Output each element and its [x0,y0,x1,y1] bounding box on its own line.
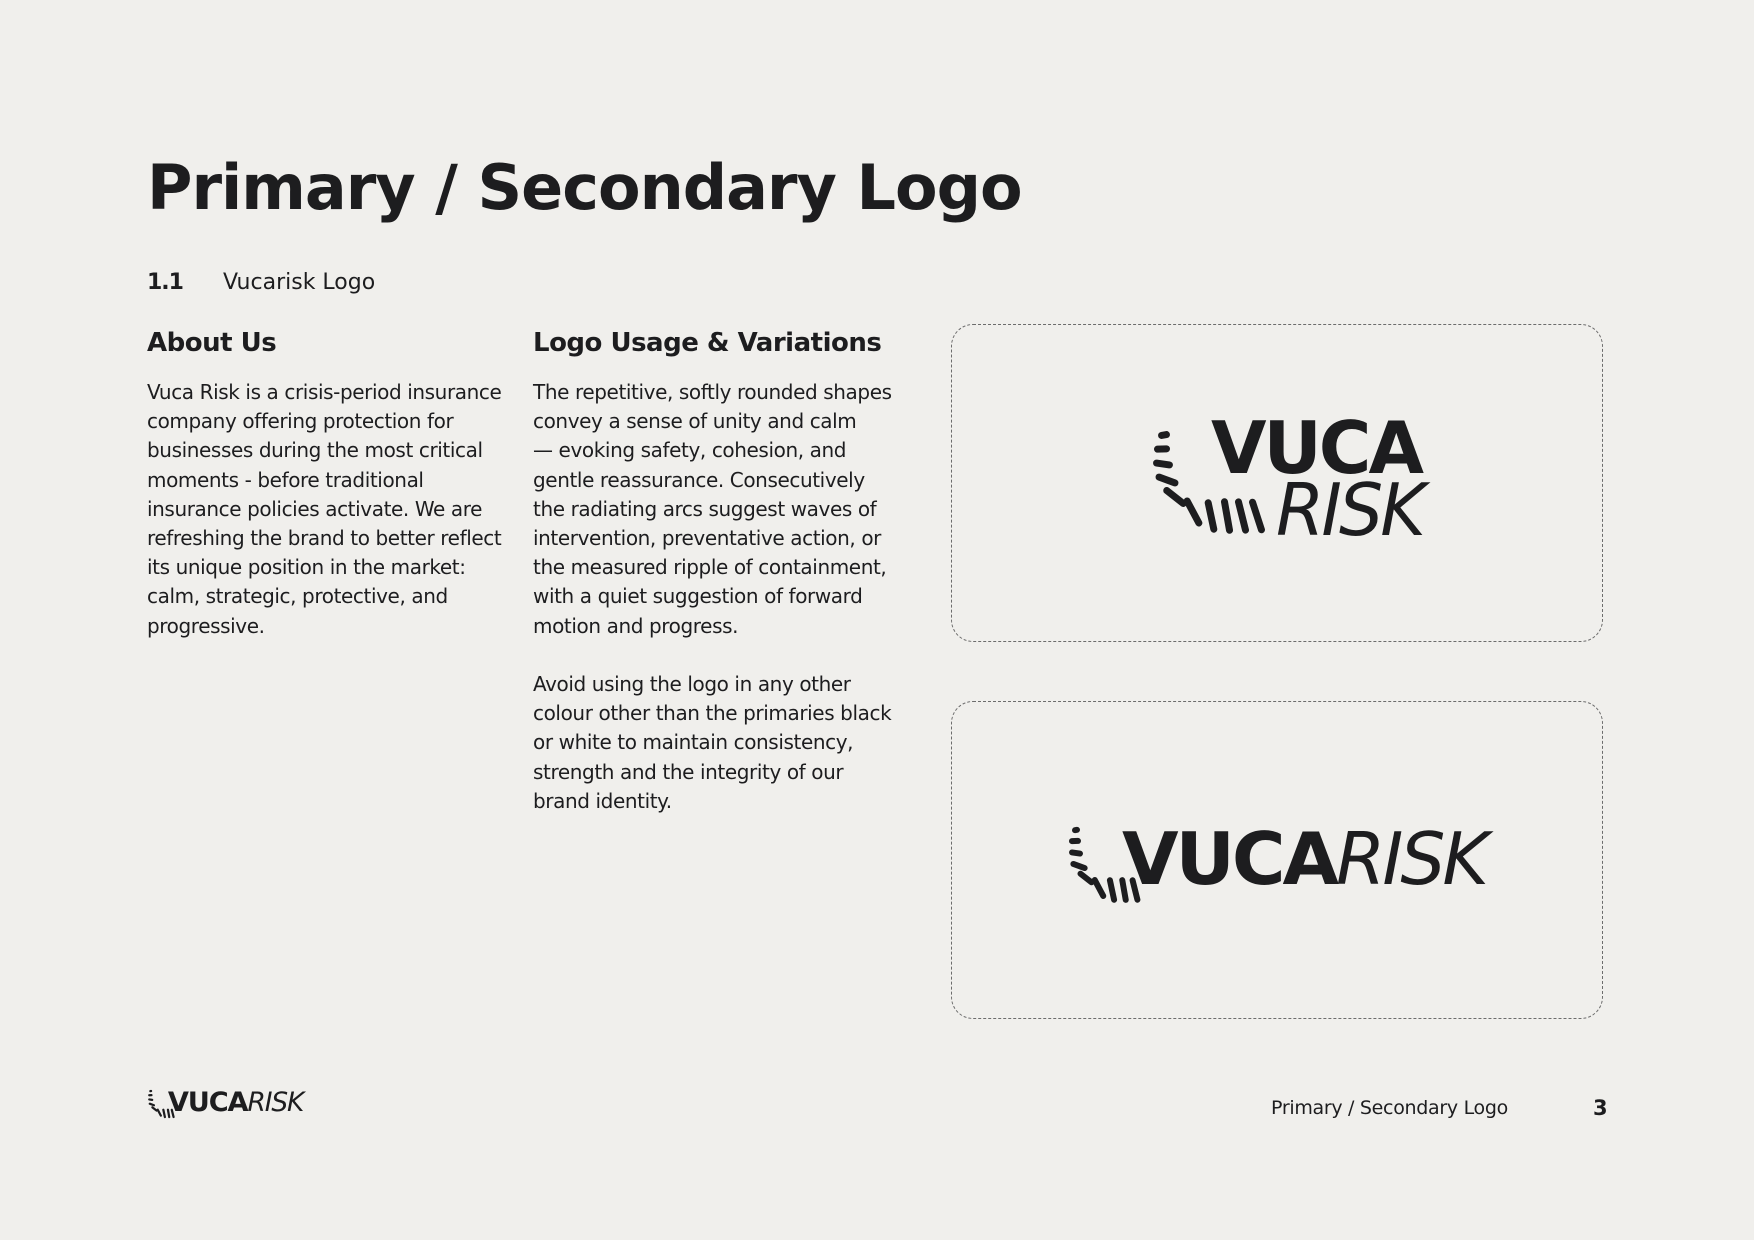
footer-logo-risk: RISK [247,1087,307,1119]
secondary-logo-vuca: VUCA [1122,817,1340,901]
primary-logo-vuca: VUCA [1211,406,1425,490]
page-title: Primary / Secondary Logo [147,151,1022,224]
page-number: 3 [1593,1096,1608,1120]
usage-text: The repetitive, softly rounded shapes convey a sense of unity and calm — evoking safety, cohesion, and gentle reassurance. Consecutively the radiating arcs suggest waves of intervention, preventative action, or the measured ripple of containment, with a quiet suggestion of forward motion and progress. [533,380,892,638]
footer-title: Primary / Secondary Logo [1271,1097,1508,1119]
primary-logo-frame [951,324,1603,642]
section-label: Vucarisk Logo [223,270,376,295]
usage-heading: Logo Usage & Variations [533,328,882,358]
about-heading: About Us [147,328,277,358]
footer-logo-vuca: VUCA [167,1087,249,1119]
secondary-logo-frame [951,701,1603,1019]
avoid-text: Avoid using the logo in any other colour other than the primaries black or white to maintain consistency, strength and the integrity of our brand identity. [533,672,892,813]
secondary-logo-risk: RISK [1336,817,1494,901]
section-number: 1.1 [147,270,183,295]
primary-logo [1149,406,1431,552]
about-text: Vuca Risk is a crisis-period insurance company offering protection for businesses during the most critical moments - before traditional insurance policies activate. We are refreshing the brand to better reflect its unique position in the market: calm, strategic, protective, and progressive. [147,380,502,638]
footer-logo [147,1088,307,1118]
primary-logo-risk: RISK [1276,468,1431,552]
secondary-logo [1066,817,1496,902]
